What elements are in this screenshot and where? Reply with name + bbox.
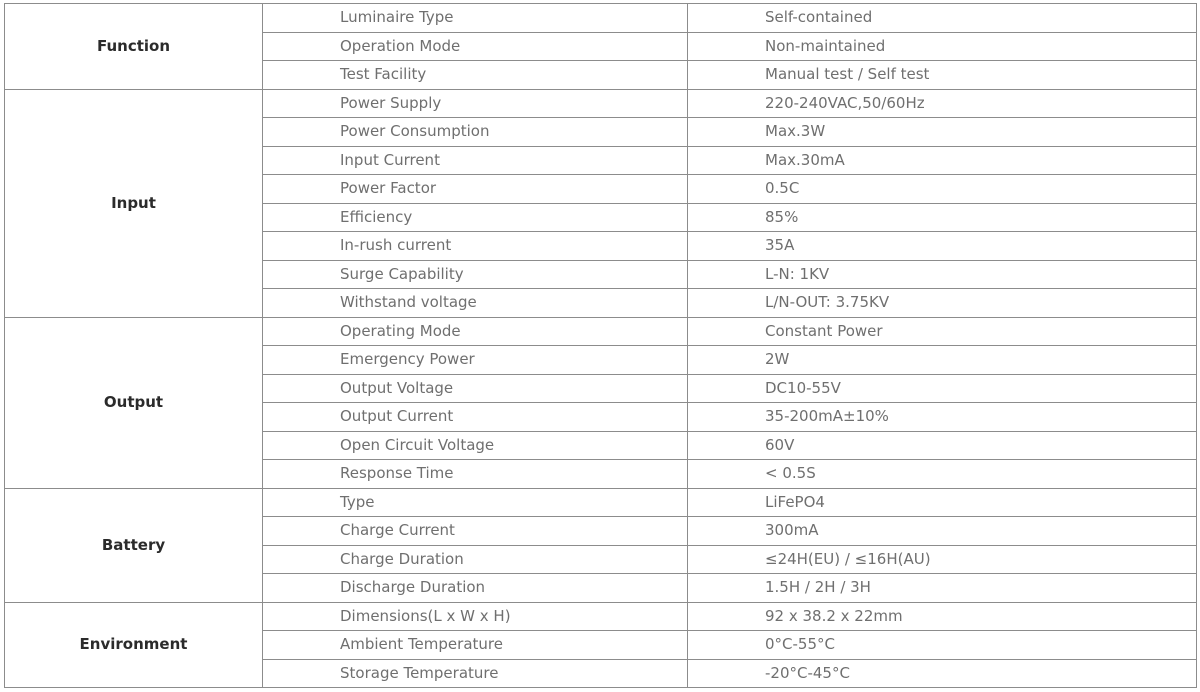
value-cell: 220-240VAC,50/60Hz	[688, 89, 1197, 118]
table-row	[5, 317, 1197, 346]
value-cell: 1.5H / 2H / 3H	[688, 574, 1197, 603]
value-cell: L-N: 1KV	[688, 260, 1197, 289]
parameter-cell: Emergency Power	[263, 346, 688, 375]
parameter-cell: Power Consumption	[263, 118, 688, 147]
parameter-cell: Charge Current	[263, 517, 688, 546]
value-cell: 0°C-55°C	[688, 631, 1197, 660]
parameter-cell: Type	[263, 488, 688, 517]
value-cell: Max.30mA	[688, 146, 1197, 175]
parameter-cell: Input Current	[263, 146, 688, 175]
category-cell: Environment	[5, 602, 263, 688]
parameter-cell: Output Current	[263, 403, 688, 432]
parameter-cell: Dimensions(L x W x H)	[263, 602, 688, 631]
value-cell: -20°C-45°C	[688, 659, 1197, 688]
parameter-cell: Efficiency	[263, 203, 688, 232]
value-cell: < 0.5S	[688, 460, 1197, 489]
parameter-cell: Test Facility	[263, 61, 688, 90]
category-cell: Function	[5, 4, 263, 90]
value-cell: 92 x 38.2 x 22mm	[688, 602, 1197, 631]
value-cell: L/N-OUT: 3.75KV	[688, 289, 1197, 318]
parameter-cell: Withstand voltage	[263, 289, 688, 318]
value-cell: 35A	[688, 232, 1197, 261]
parameter-cell: Operation Mode	[263, 32, 688, 61]
category-cell: Input	[5, 89, 263, 317]
parameter-cell: Surge Capability	[263, 260, 688, 289]
value-cell: Manual test / Self test	[688, 61, 1197, 90]
value-cell: 0.5C	[688, 175, 1197, 204]
spec-table	[4, 3, 1197, 688]
value-cell: 85%	[688, 203, 1197, 232]
parameter-cell: In-rush current	[263, 232, 688, 261]
value-cell: Non-maintained	[688, 32, 1197, 61]
value-cell: LiFePO4	[688, 488, 1197, 517]
value-cell: Max.3W	[688, 118, 1197, 147]
parameter-cell: Response Time	[263, 460, 688, 489]
category-cell: Battery	[5, 488, 263, 602]
spec-table-body	[5, 4, 1197, 688]
category-cell: Output	[5, 317, 263, 488]
value-cell: 60V	[688, 431, 1197, 460]
value-cell: 300mA	[688, 517, 1197, 546]
parameter-cell: Output Voltage	[263, 374, 688, 403]
parameter-cell: Power Supply	[263, 89, 688, 118]
parameter-cell: Luminaire Type	[263, 4, 688, 33]
parameter-cell: Discharge Duration	[263, 574, 688, 603]
parameter-cell: Open Circuit Voltage	[263, 431, 688, 460]
table-row	[5, 4, 1197, 33]
parameter-cell: Charge Duration	[263, 545, 688, 574]
table-row	[5, 488, 1197, 517]
value-cell: DC10-55V	[688, 374, 1197, 403]
parameter-cell: Power Factor	[263, 175, 688, 204]
value-cell: Self-contained	[688, 4, 1197, 33]
value-cell: 35-200mA±10%	[688, 403, 1197, 432]
value-cell: 2W	[688, 346, 1197, 375]
parameter-cell: Ambient Temperature	[263, 631, 688, 660]
table-row	[5, 89, 1197, 118]
value-cell: Constant Power	[688, 317, 1197, 346]
parameter-cell: Operating Mode	[263, 317, 688, 346]
value-cell: ≤24H(EU) / ≤16H(AU)	[688, 545, 1197, 574]
table-row	[5, 602, 1197, 631]
parameter-cell: Storage Temperature	[263, 659, 688, 688]
